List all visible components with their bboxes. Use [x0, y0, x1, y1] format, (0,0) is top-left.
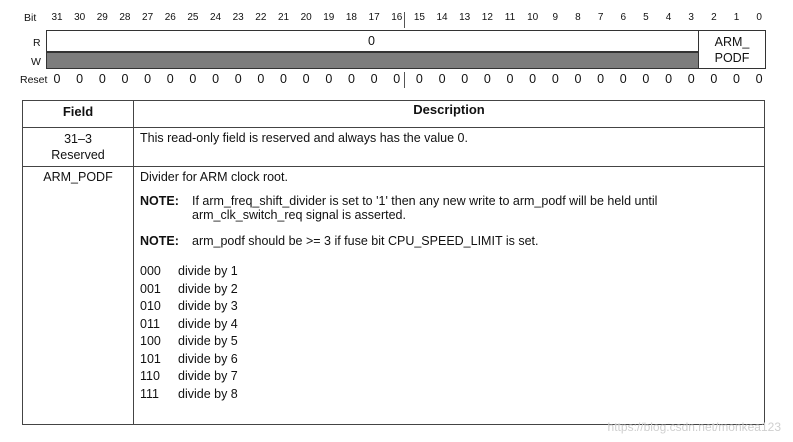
- bit-number: 4: [665, 12, 672, 23]
- reset-value: 0: [189, 72, 197, 86]
- encoding-list: [140, 264, 758, 401]
- table-header-row: [23, 101, 765, 128]
- bit-number: 31: [51, 12, 63, 23]
- reset-value: 0: [619, 72, 627, 86]
- bit-number: 16: [391, 12, 403, 23]
- encoding-code: 111: [140, 386, 160, 401]
- bit-number: 24: [209, 12, 222, 23]
- reset-value: 0: [144, 72, 152, 86]
- bit-number: 5: [643, 12, 649, 23]
- reset-value: 0: [370, 72, 378, 86]
- encoding-text: divide by 3: [178, 299, 238, 313]
- reset-value: 0: [687, 72, 695, 86]
- reset-value: 0: [483, 72, 491, 86]
- header-description: Description: [134, 101, 765, 128]
- bit-number: 7: [597, 12, 604, 23]
- bit-number: 28: [119, 12, 131, 23]
- encoding-code: 100: [140, 334, 161, 348]
- encoding-text: divide by 1: [178, 264, 238, 278]
- note-1: [140, 194, 758, 222]
- bit-number: 25: [187, 12, 199, 23]
- bit-number: 6: [620, 12, 627, 23]
- list-item: [140, 282, 758, 296]
- reset-value: 0: [461, 72, 469, 86]
- reset-value: 0: [76, 72, 84, 86]
- reset-value: 0: [121, 72, 129, 86]
- reset-value: 0: [597, 72, 605, 86]
- reset-value: 0: [393, 72, 401, 86]
- list-item: [140, 369, 758, 383]
- note-2: [140, 234, 758, 248]
- list-item: [140, 264, 758, 278]
- list-item: [140, 334, 758, 348]
- encoding-text: divide by 7: [178, 369, 238, 383]
- encoding-code: 000: [140, 264, 161, 278]
- note-1-text: If arm_freq_shift_divider is set to '1' then any new write to arm_podf will be held until arm_clk_switch_req signal is asserted.: [192, 194, 658, 222]
- bit-number: 18: [345, 12, 357, 23]
- bit-number: 30: [74, 12, 86, 23]
- list-item: [140, 317, 758, 331]
- reserved-name: Reserved: [51, 148, 105, 162]
- write-row-label: W: [31, 56, 41, 68]
- reset-value: 0: [506, 72, 514, 86]
- arm-podf-field-cell: ARM_PODF: [23, 167, 134, 425]
- table-row-reserved: [23, 128, 765, 167]
- bit-number: 14: [436, 12, 448, 23]
- reset-value: 0: [257, 72, 265, 86]
- encoding-text: divide by 6: [178, 351, 238, 366]
- bit-number: 21: [277, 12, 290, 23]
- reset-value: 0: [710, 72, 718, 86]
- encoding-code: 001: [140, 281, 161, 296]
- bit-number: 2: [711, 12, 717, 23]
- encoding-code: 110: [140, 369, 160, 383]
- reserved-field-cell: [23, 128, 134, 167]
- reset-value: 0: [53, 72, 61, 86]
- list-item: [140, 299, 758, 313]
- reset-value: 0: [234, 72, 242, 86]
- bit-number: 12: [481, 12, 493, 23]
- reset-row-label: Reset: [20, 74, 48, 86]
- reset-value: 0: [574, 72, 582, 86]
- encoding-text: divide by 2: [178, 281, 238, 296]
- arm-podf-description: [134, 167, 765, 425]
- bit-number: 15: [413, 12, 425, 23]
- field-description-table: [22, 100, 765, 425]
- encoding-code: 101: [140, 351, 161, 366]
- bit-number: 9: [552, 12, 559, 23]
- reset-value: 0: [642, 72, 650, 86]
- bit-number: 29: [96, 12, 108, 23]
- arm-podf-label-line1: ARM_: [714, 35, 750, 49]
- arm-podf-intro: Divider for ARM clock root.: [140, 170, 288, 184]
- reserved-write-field: [46, 52, 699, 69]
- halfword-divider-bottom: [404, 72, 405, 88]
- bit-number: 23: [232, 12, 244, 23]
- note-2-label: NOTE:: [140, 234, 179, 248]
- reserved-read-value: 0: [368, 34, 375, 48]
- reset-value: 0: [733, 72, 740, 86]
- bit-number: 8: [575, 12, 581, 23]
- bit-number: 13: [459, 12, 471, 23]
- encoding-code: 011: [140, 316, 160, 331]
- watermark: https://blog.csdn.net/monkea123: [607, 420, 781, 434]
- reset-value: 0: [551, 72, 559, 86]
- note-1-label: NOTE:: [140, 194, 179, 208]
- reserved-read-field: [46, 30, 699, 52]
- encoding-text: divide by 5: [178, 334, 238, 348]
- bit-number: 19: [323, 12, 335, 23]
- encoding-code: 010: [140, 299, 161, 313]
- reset-value: 0: [415, 72, 423, 86]
- read-row-label: R: [33, 37, 41, 49]
- reset-value: 0: [529, 72, 537, 86]
- reset-value: 0: [212, 72, 220, 86]
- bit-number: 3: [688, 12, 694, 23]
- halfword-divider-top: [404, 12, 405, 28]
- reset-value: 0: [280, 72, 287, 86]
- bit-number: 11: [504, 12, 516, 23]
- bit-number: 26: [164, 12, 176, 23]
- reset-value: 0: [166, 72, 174, 86]
- bit-number: 17: [368, 12, 380, 23]
- note-2-text: arm_podf should be >= 3 if fuse bit CPU_SPEED_LIMIT is set.: [192, 234, 539, 248]
- reset-value: 0: [98, 72, 106, 86]
- list-item: [140, 387, 758, 401]
- reset-value: 0: [302, 72, 310, 86]
- reserved-bits: 31–3: [64, 132, 92, 146]
- header-field: Field: [23, 101, 134, 128]
- bit-number: 27: [142, 12, 154, 23]
- reset-value: 0: [325, 72, 333, 86]
- encoding-text: divide by 4: [178, 316, 238, 331]
- bit-number: 0: [756, 12, 762, 23]
- arm-podf-field: [698, 30, 766, 69]
- reset-value: 0: [665, 72, 673, 86]
- bit-number: 20: [300, 12, 312, 23]
- reset-value: 0: [347, 72, 355, 86]
- reserved-description: This read-only field is reserved and always has the value 0.: [134, 128, 765, 167]
- encoding-text: divide by 8: [178, 386, 238, 401]
- bit-number: 1: [733, 12, 740, 23]
- table-row-arm-podf: [23, 167, 765, 425]
- list-item: [140, 352, 758, 366]
- reset-value: 0: [438, 72, 446, 86]
- arm-podf-label-line2: PODF: [714, 51, 750, 65]
- bit-number: 10: [527, 12, 539, 23]
- bit-header-label: Bit: [24, 12, 37, 24]
- reset-value: 0: [755, 72, 763, 86]
- bit-number: 22: [255, 12, 267, 23]
